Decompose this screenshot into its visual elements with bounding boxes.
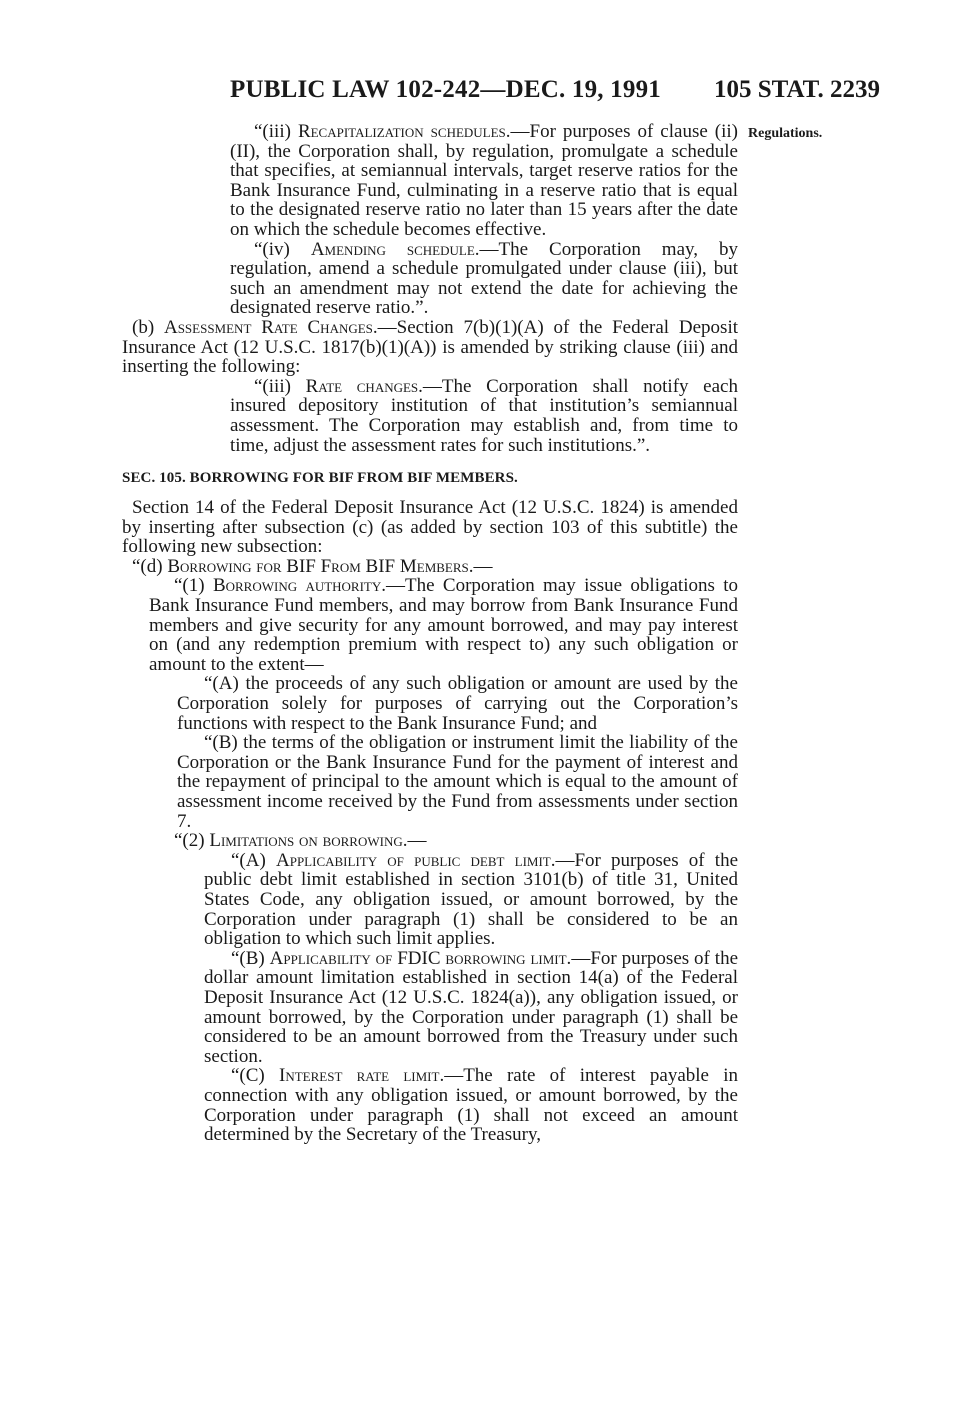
- clause-heading: Recapitalization schedules.: [297, 121, 511, 142]
- subsection-text: —Section 7(b)(1)(A) of the Federal Deposit Insurance Act (12 U.S.C. 1817(b)(1)(A)) is amended by striking clause (iii) and inserting the following:: [122, 316, 739, 378]
- paragraph-1-borrowing-authority: [122, 576, 738, 674]
- paragraph-2-limitations: [122, 831, 738, 851]
- clause-text: —The Corporation shall notify each insured depository institution of that institution’s semiannual assessment. The Corporation may establish and, from time to time, adjust the assessment rates for such institutions.”.: [230, 375, 738, 456]
- subsection-d: [122, 557, 738, 577]
- clause-heading: Rate changes.: [305, 375, 423, 397]
- subparagraph-text: —For purposes of the dollar amount limitation established in section 14(a) of the Federal Deposit Insurance Act (12 U.S.C. 1824(a)), any obligation issued, or amount borrowed, by the Corporation under paragraph (1) shall be considered to be an amount borrowed from the Treasury under such section.: [204, 947, 739, 1067]
- subparagraph-a-public-debt: [122, 851, 738, 949]
- subparagraph-b-fdic-limit: [122, 949, 738, 1067]
- paragraph-text: —The Corporation may issue obligations to Bank Insurance Fund members, and may borrow from Bank Insurance Fund members and give security for any amount borrowed, and may pay interest on (and any redemption premium with respect to) any such obligation or amount to the extent—: [149, 575, 738, 675]
- paragraph-text: —: [407, 830, 427, 852]
- clause-label: “(iii): [254, 121, 298, 142]
- margin-note: Regulations.: [748, 126, 823, 141]
- subparagraph-heading: Applicability of public debt limit.: [276, 849, 556, 871]
- subsection-label: “(d): [132, 555, 168, 577]
- subparagraph-label: “(A): [231, 849, 276, 871]
- body-text: [122, 122, 738, 1145]
- subparagraph-label: “(C): [231, 1065, 279, 1087]
- subsection-text: —: [473, 555, 493, 577]
- subparagraph-text: —The rate of interest payable in connection with any obligation issued, or amount borrowed, by the Corporation under paragraph (1) shall not exceed an amount determined by the Secretary of the Treasury,: [204, 1065, 738, 1146]
- section-heading: SEC. 105. BORROWING FOR BIF FROM BIF MEMBERS.: [122, 470, 518, 487]
- clause-heading: Amending schedule.: [310, 238, 480, 260]
- subparagraph-a-proceeds: “(A) the proceeds of any such obligation or amount are used by the Corporation solely for purposes of carrying out the Corporation’s functions with respect to the Bank Insurance Fund; and: [177, 673, 738, 734]
- subparagraph-c-interest-rate: [122, 1066, 738, 1144]
- subparagraph-text: —For purposes of the public debt limit established in section 3101(b) of title 31, United States Code, any obligation issued, or amount borrowed, by the Corporation under paragraph (1) shall be considered to be an obligation to which such limit applies.: [204, 849, 739, 950]
- subparagraph-heading: Interest rate limit.: [279, 1065, 445, 1087]
- stat-page-number: 105 STAT. 2239: [714, 76, 880, 103]
- running-head: PUBLIC LAW 102-242—DEC. 19, 1991: [230, 76, 661, 103]
- clause-iii-rate-changes: [122, 377, 738, 455]
- subsection-b-assessment: [122, 318, 738, 377]
- paragraph-heading: Limitations on borrowing.: [209, 830, 408, 852]
- subparagraph-b-terms: “(B) the terms of the obligation or instrument limit the liability of the Corporation or the Bank Insurance Fund for the payment of interest and the repayment of principal to the amount which is equal to the amount of assessment income received by the Fund from assessments under section 7.: [177, 732, 738, 832]
- clause-label: “(iii): [254, 375, 306, 397]
- paragraph-label: “(1): [174, 575, 213, 597]
- subparagraph-heading: Applicability of FDIC borrowing limit.: [269, 947, 572, 969]
- clause-text: —The Corporation may, by regulation, amend a schedule promulgated under clause (iii), but such an amendment may not extend the date for achieving the designated reserve ratio.”.: [230, 238, 738, 319]
- subsection-heading: Borrowing for BIF From BIF Members.: [167, 555, 474, 577]
- paragraph-heading: Borrowing authority.: [212, 575, 387, 597]
- clause-text: —For purposes of clause (ii)(II), the Corporation shall, by regulation, promulgate a schedule that specifies, at semiannual intervals, target reserve ratios for the Bank Insurance Fund, culminating in a reserve ratio that is equal to the designated reserve ratio no later than 15 years after the date on which the schedule becomes effective.: [230, 121, 738, 240]
- page-header: [120, 76, 880, 110]
- subsection-label: (b): [132, 316, 164, 338]
- paragraph-label: “(2): [174, 830, 210, 852]
- clause-iv-amending: [122, 240, 738, 318]
- clause-iii-recapitalization: [122, 122, 738, 240]
- subsection-heading: Assessment Rate Changes.: [163, 316, 378, 338]
- section-intro: Section 14 of the Federal Deposit Insurance Act (12 U.S.C. 1824) is amended by inserting after subsection (c) (as added by section 103 of this subtitle) the following new subsection:: [122, 497, 738, 558]
- clause-label: “(iv): [254, 238, 311, 260]
- subparagraph-label: “(B): [231, 947, 270, 969]
